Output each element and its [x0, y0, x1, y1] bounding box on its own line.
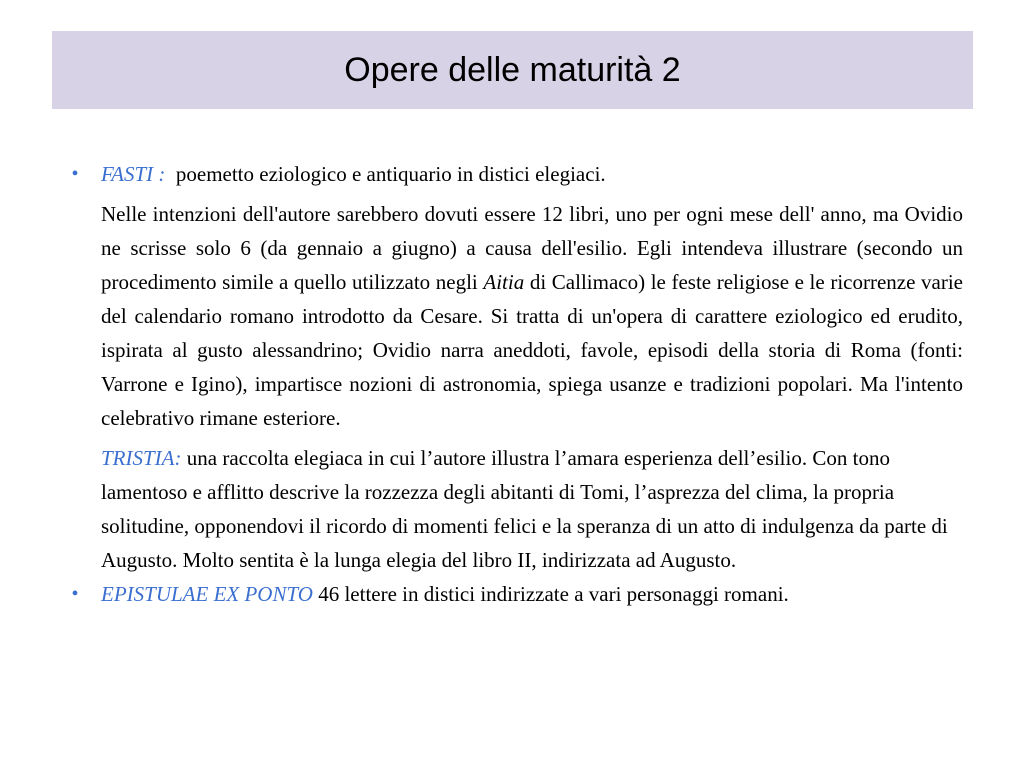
slide-content: [60, 157, 963, 611]
fasti-term: FASTI :: [101, 162, 166, 186]
tristia-paragraph: [60, 441, 963, 577]
title-bar: [52, 31, 973, 109]
fasti-summary: poemetto eziologico e antiquario in distici elegiaci.: [175, 162, 606, 186]
bullet-icon: •: [71, 163, 79, 185]
fasti-paragraph: [60, 197, 963, 435]
fasti-italic-aitia: Aitia: [483, 270, 525, 294]
bullet-icon: •: [71, 583, 79, 605]
tristia-term: TRISTIA:: [101, 446, 182, 470]
slide-title: Opere delle maturità 2: [344, 51, 681, 89]
epistulae-text: 46 lettere in distici indirizzate a vari personaggi romani.: [318, 582, 789, 606]
tristia-text: una raccolta elegiaca in cui l’autore illustra l’amara esperienza dell’esilio. Con tono lamentoso e afflitto descrive la rozzezza degli abitanti di Tomi, l’asprezza del clima, la propria solitudine, opponendovi il ricordo di momenti felici e la speranza di un atto di indulgenza da parte di Augusto. Molto sentita è la lunga elegia del libro II, indirizzata ad Augusto.: [101, 446, 948, 572]
bullet-item-epistulae: [60, 577, 963, 611]
fasti-text-part1: Nelle intenzioni dell'autore sarebbero dovuti essere 12 libri, uno per ogni mese dell' anno, ma Ovidio ne scrisse solo 6 (da gennaio a giugno) a causa dell'esilio. Egli intendeva illustrare (secondo un procedimento simile a quello utilizzato negli: [101, 202, 963, 294]
epistulae-term: EPISTULAE EX PONTO: [101, 582, 313, 606]
fasti-text-part2: di Callimaco) le feste religiose e le ricorrenze varie del calendario romano introdotto da Cesare. Si tratta di un'opera di carattere eziologico ed erudito, ispirata al gusto alessandrino; Ovidio narra aneddoti, favole, episodi della storia di Roma (fonti: Varrone e Igino), impartisce nozioni di astronomia, spiega usanze e tradizioni popolari. Ma l'intento celebrativo rimane esteriore.: [101, 270, 963, 430]
bullet-item-fasti: [60, 157, 963, 191]
